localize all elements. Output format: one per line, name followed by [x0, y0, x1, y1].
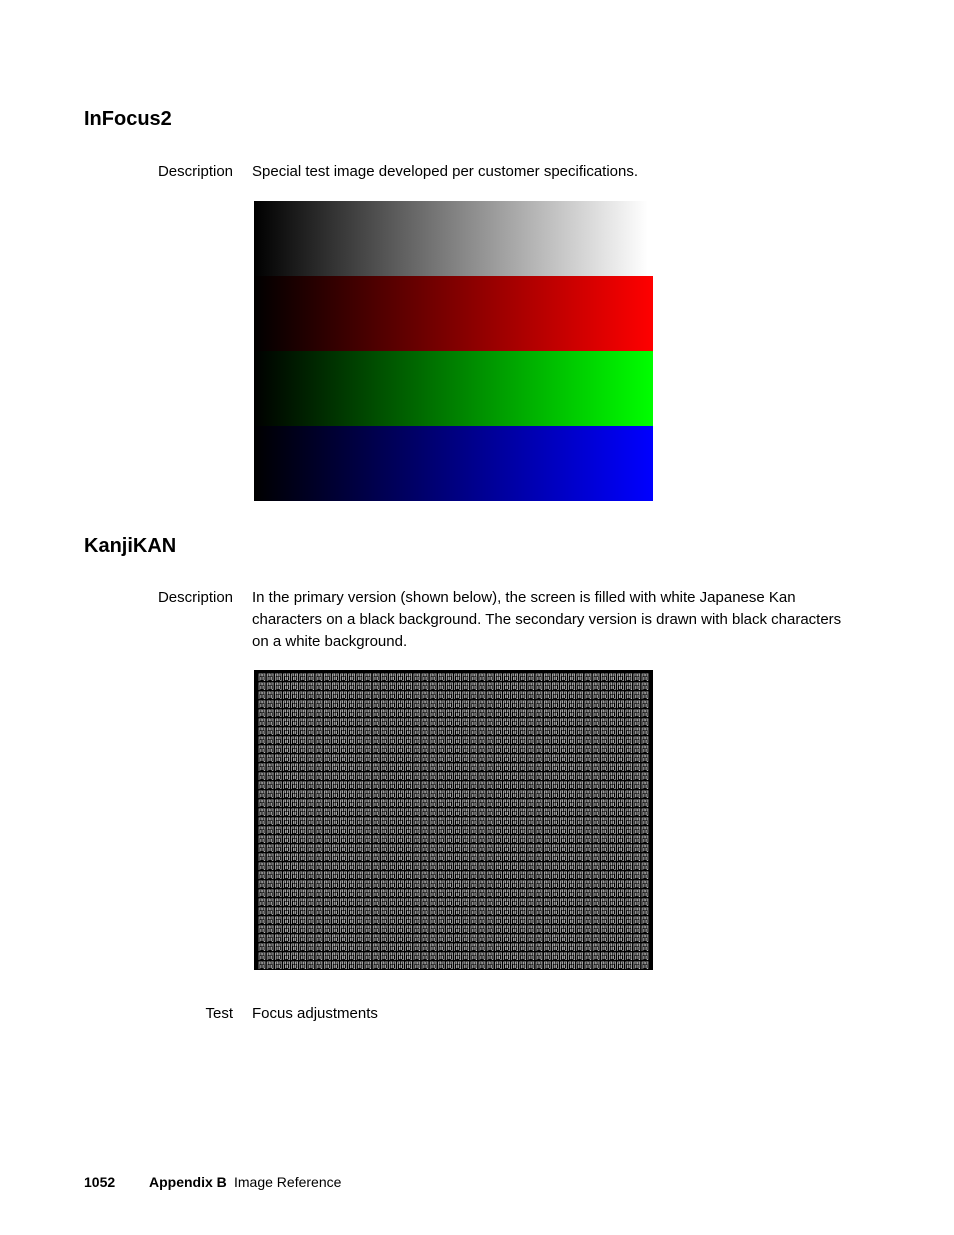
- test-value: Focus adjustments: [252, 1005, 378, 1022]
- infocus2-test-image: [254, 201, 653, 501]
- footer-appendix: Appendix B: [149, 1174, 227, 1190]
- description-line: on a white background.: [252, 633, 408, 650]
- description-label-infocus2: Description: [157, 163, 233, 180]
- footer-chapter-title: Image Reference: [234, 1174, 342, 1190]
- description-text-kanjikan: [252, 587, 872, 653]
- description-text-infocus2: Special test image developed per customer specifications.: [252, 163, 639, 180]
- description-line: characters on a black background. The secondary version is drawn with black characters: [252, 611, 842, 628]
- blue-gradient-band: [254, 426, 653, 501]
- gray-gradient-band: [254, 201, 648, 276]
- red-gradient-band: [254, 276, 653, 351]
- section-title-infocus2: InFocus2: [84, 108, 172, 130]
- kanjikan-test-image: [254, 670, 653, 979]
- test-label: Test: [205, 1005, 233, 1022]
- green-gradient-band: [254, 351, 653, 426]
- footer-page-number: 1052: [84, 1174, 116, 1190]
- section-title-kanjikan: KanjiKAN: [84, 535, 177, 557]
- description-line: In the primary version (shown below), the screen is filled with white Japanese Kan: [252, 589, 796, 606]
- description-label-kanjikan: Description: [157, 589, 233, 606]
- kanji-character-grid: 間間間間間間間間間間間間間間間間間間間間間間間間間間間間間間間間間間間間間間間間間間間間間間間間間間間間間間間間間間間間間間間間間間間間間間間間間間間間間間間間間間間間間間間間間間間間間間間間間間間間間間間間間間間間間間間間間間間間間間間間間間間間間間間間間間間間間間間間間間間間間間間間間間間間間間間間間間間間間間間間間間間間間間間間間間間間間間間間間間間間間間間間間間間間間間間間間間間間間間間間間間間間間間間間間間間間間間間間間間間間間間間間間間間間間間間間間間間間間間間間間間間間間間間間間間間間間間間間間間間間間間間間間間間間間間間間間間間間間間間間間間間間間間間間間間間間間間間間間間間間間間間間間間間間間間間間間間間間間間間間間間間間間間間間間間間間間間間間間間間間間間間間間間間間間間間間間間間間間間間間間間間間間間間間間間間間間間間間間間間間間間間間間間間間間間間間間間間間間間間間間間間間間間間間間間間間間間間間間間間間間間間間間間間間間間間間間間間間間間間間間間間間間間間間間間間間間間間間間間間間間間間間間間間間間間間間間間間間間間間間間間間間間間間間間間間間間間間間間間間間間間間間間間間間間間間間間間間間間間間間間間間間間間間間間間間間間間間間間間間間間間間間間間間間間間間間間間間間間間間間間間間間間間間間間間間間間間間間間間間間間間間間間間間間間間間間間間間間間間間間間間間間間間間間間間間間間間間間間間間間間間間間間間間間間間間間間間間間間間間間間間間間間間間間間間間間間間間間間間間間間間間間間間間間間間間間間間間間間間間間間間間間間間間間間間間間間間間間間間間間間間間間間間間間間間間間間間間間間間間間間間間間間間間間間間間間間間間間間間間間間間間間間間間間間間間間間間間間間間間間間間間間間間間間間間間間間間間間間間間間間間間間間間間間間間間間間間間間間間間間間間間間間間間間間間間間間間間間間間間間間間間間間間間間間間間間間間間間間間間間間間間間間間間間間間間間間間間間間間間間間間間間間間間間間間間間間間間間間間間間間間間間間間間間間間間間間間間間間間間間間間間間間間間間間間間間間間間間間間間間間間間間間間間間間間間間間間間間間間間間間間間間間間間間間間間間間間間間間間間間間間間間間間間間間間間間間間間間間間間間間間間間間間間間間間間間間間間間間間間間間間間間間間間間間間間間間間間間間間間間間間間間間間間間間間間間間間間間間間間間間間間間間間間間間間間間間間間間間間間間間間間間間間間間間間間間間間間間間間間間間間間間間間間間間間間間間間間間間間間間間間間間間間間間間間間間間間間間間間間間間間間間間間間間間間間間間間間間間間間間間間間間間間間間間間間間間間間間間間間間間間間間間間間間間間間間間間間間間間間間間間間間間間間間間間間間間間間間間間間間間間間間間間間間間間間間間間間間間間間間間間間間間間間間間間間間間間間間間間間間間間間間間間間間間間間間間間間間間間間間間間間間間間間間間間間間間間間間間間間間間間間間間間間間間間間間間間間間間間間間間間間間間間間間間間間間間間間間間間間間間間間間間間間間間間間間間間間間間間間間間間間間間間間間間間間間間間間間間間間間間間間間間間間間間間間間間間間間間間間間間間間間間間間間間間間間間間間間間間間間間間間間間間間間間間間間間間間間間間間間間間間間間間間間間間間間間間間間間間間間間間間間間間間間間間間間間間間間間間間間間間間間間間間間間間間間間間間間間間間間間間間間間間間間間間間間間間間間間間間間間間間間間間間間間間間間間間間間間間間間間間間間間間間間間間間間間間間間間間間間間間間間間間間間間間間間間間間間間間間間間間間間間間間間間間間間間間間間間間間間間間間間間間間間間間間間間間間間間間間間間間間間間間間間間間間間間間間間間: [258, 673, 649, 979]
